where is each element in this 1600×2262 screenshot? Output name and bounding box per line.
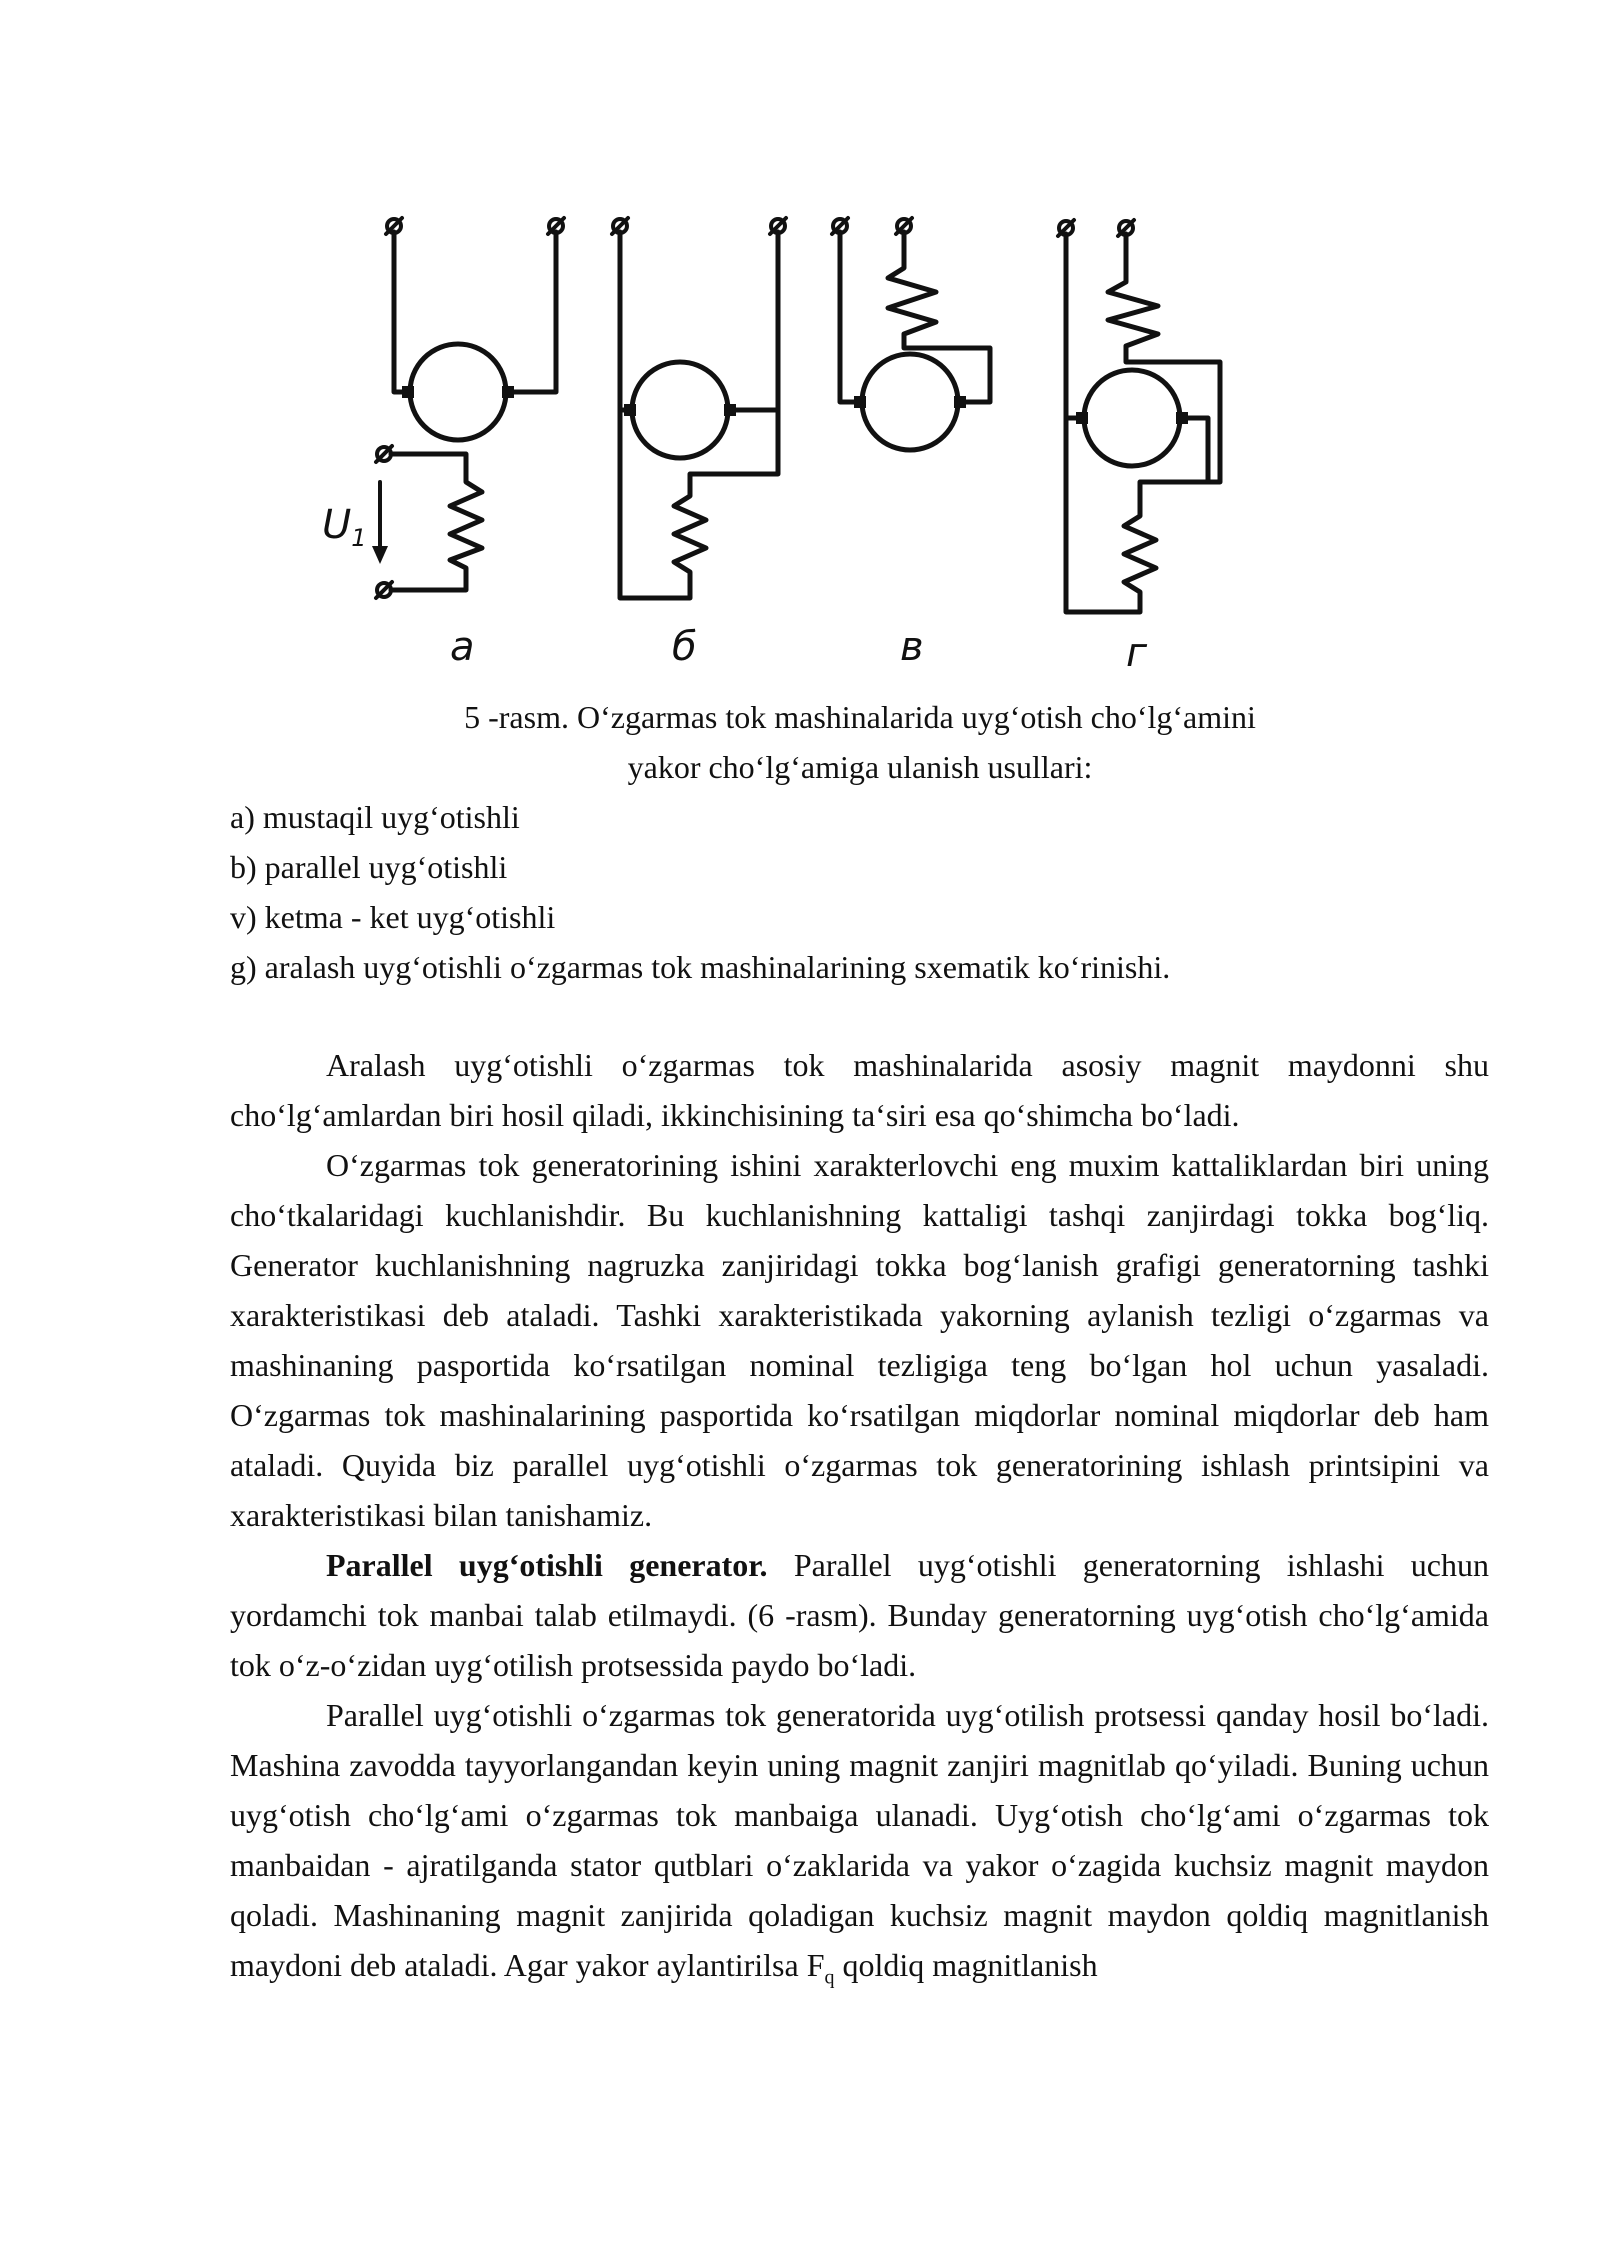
paragraph-4-subscript: q [824, 1966, 835, 1989]
scheme-v [832, 218, 990, 670]
label-b: б [672, 624, 697, 670]
terminal-g-1 [1058, 220, 1074, 236]
field-winding-a [391, 454, 482, 590]
paragraph-3-text: Parallel uyg‘otishli generatorning ishlashi uchun yordamchi tok manbai talab etilmaydi. (6 -rasm). Bunday generatorning uyg‘otish cho‘lg‘amida tok o‘z-o‘zidan uyg‘otilish protsessida paydo bo‘ladi. [230, 1547, 1490, 1683]
paragraph-4-text: Parallel uyg‘otishli o‘zgarmas tok generatorida uyg‘otilish protsessi qanday hosil bo‘ladi. Mashina zavodda tayyorlangandan keyin uning magnit zanjiri magnitlab qo‘yiladi. Buning uchun uyg‘otish cho‘lg‘ami o‘zgarmas tok manbaiga ulanadi. Uyg‘otish cho‘lg‘ami o‘zgarmas tok manbaidan - ajratilganda stator qutblari o‘zaklarida va yakor o‘zagida kuchsiz magnit maydon qoladi. Mashinaning magnit zanjirida qoladigan kuchsiz magnit maydon qoldiq magnitlanish maydoni deb ataladi. Agar yakor aylantirilsa F [230, 1697, 1489, 1983]
terminal-v-2 [896, 218, 912, 234]
body-text [230, 1040, 1489, 1990]
field-winding-v [888, 232, 990, 402]
paragraph-4 [230, 1690, 1489, 1990]
wire-b-left [620, 232, 630, 410]
circuit-diagram-figure [300, 200, 1260, 690]
voltage-arrow-head [372, 546, 388, 564]
series-winding-g [1108, 234, 1220, 482]
legend-item-b: b) parallel uyg‘otishli [230, 849, 508, 885]
excitation-schemes-svg [300, 200, 1260, 690]
voltage-label: $U_1$ [322, 502, 367, 552]
label-a: a [450, 624, 475, 670]
armature-g [1084, 370, 1180, 466]
legend-item-a: a) mustaqil uyg‘otishli [230, 799, 520, 835]
terminal-b-1 [612, 218, 628, 234]
wire-g-left [1066, 234, 1082, 418]
terminal-b-2 [770, 218, 786, 234]
label-g: г [1126, 630, 1148, 676]
figure-caption [230, 692, 1490, 792]
paragraph-3 [230, 1540, 1489, 1690]
label-v: в [900, 624, 924, 670]
wire-a-right [508, 232, 556, 392]
scheme-a [322, 218, 564, 670]
wire-b-right [730, 232, 778, 410]
legend-item-v: v) ketma - ket uyg‘otishli [230, 899, 556, 935]
paragraph-4-end: qoldiq magnitlanish [834, 1947, 1098, 1983]
paragraph-2: O‘zgarmas tok generatorining ishini xarakterlovchi eng muxim kattaliklardan biri uning cho‘tkalaridagi kuchlanishdir. Bu kuchlanishning kattaligi tashqi zanjirdagi tokka bog‘liq. Generator kuchlanishning nagruzka zanjiridagi tokka bog‘lanish grafigi generatorning tashki xarakteristikasi deb ataladi. Tashki xarakteristikada yakorning aylanish tezligi o‘zgarmas va mashinaning pasportida ko‘rsatilgan nominal tezligiga teng bo‘lgan hol uchun yasaladi. O‘zgarmas tok mashinalarining pasportida ko‘rsatilgan miqdorlar nominal miqdorlar deb ham ataladi. Quyida biz parallel uyg‘otishli o‘zgarmas tok generatorining ishlash printsipini va xarakteristikasi bilan tanishamiz. [230, 1147, 1489, 1533]
figure-legend [230, 792, 1170, 992]
caption-line-1: 5 -rasm. O‘zgarmas tok mashinalarida uyg‘otish cho‘lg‘amini [464, 699, 1256, 735]
scheme-g [1058, 220, 1220, 676]
terminal-g-2 [1118, 220, 1134, 236]
armature-v [862, 354, 958, 450]
shunt-winding-g [1066, 418, 1208, 612]
armature-b [632, 362, 728, 458]
terminal-v-1 [832, 218, 848, 234]
section-heading: Parallel uyg‘otishli generator. [326, 1547, 768, 1583]
paragraph-1: Aralash uyg‘otishli o‘zgarmas tok mashinalarida asosiy magnit maydonni shu cho‘lg‘amlardan biri hosil qiladi, ikkinchisining ta‘siri esa qo‘shimcha bo‘ladi. [230, 1047, 1489, 1133]
legend-item-g: g) aralash uyg‘otishli o‘zgarmas tok mashinalarining sxematik ko‘rinishi. [230, 949, 1171, 985]
terminal-a-1 [386, 218, 402, 234]
scheme-b [612, 218, 786, 670]
caption-line-2: yakor cho‘lg‘amiga ulanish usullari: [627, 749, 1093, 785]
terminal-a-2 [548, 218, 564, 234]
wire-v-left [840, 232, 860, 402]
wire-a-left [394, 232, 408, 392]
armature-a [410, 344, 506, 440]
